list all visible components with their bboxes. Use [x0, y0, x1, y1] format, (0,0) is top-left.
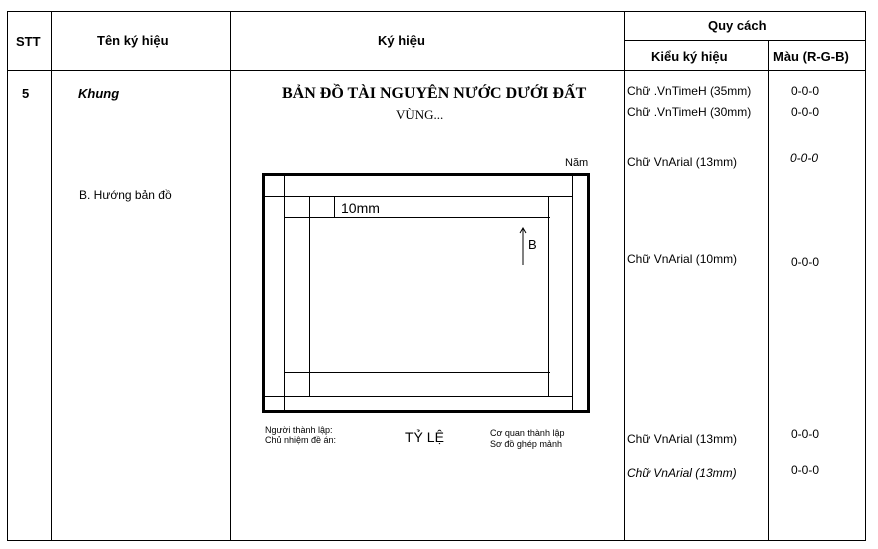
map-year: Năm	[565, 157, 589, 169]
spec-color-1: 0-0-0	[791, 84, 820, 98]
table-top-border	[7, 11, 865, 12]
spec-style-4: Chữ VnArial (10mm)	[627, 252, 738, 266]
spec-style-5: Chữ VnArial (13mm)	[627, 432, 738, 446]
map-title: BẢN ĐỒ TÀI NGUYÊN NƯỚC DƯỚI ĐẤT	[282, 85, 587, 102]
header-divider	[7, 70, 865, 71]
table-bottom-border	[7, 540, 865, 541]
header-quy-cach: Quy cách	[708, 18, 767, 33]
north-arrow-icon	[518, 226, 528, 266]
map-subtitle: VÙNG...	[396, 107, 444, 122]
inner-h-line-4	[265, 396, 573, 397]
inner-h-line-3	[284, 372, 550, 373]
map-outer-frame	[262, 173, 590, 413]
header-stt: STT	[16, 34, 41, 49]
inner-v-line-4	[572, 176, 573, 410]
inner-h-line-1	[265, 196, 573, 197]
left-footer-1: Người thành lập:	[265, 425, 333, 435]
spec-color-6: 0-0-0	[791, 463, 820, 477]
spec-style-6: Chữ VnArial (13mm)	[627, 466, 737, 480]
subheader-divider	[624, 40, 865, 41]
col-divider-4	[768, 40, 769, 541]
right-footer-2: Sơ đồ ghép mảnh	[490, 439, 562, 449]
row-subname: B. Hướng bản đồ	[79, 188, 172, 202]
spec-style-2: Chữ .VnTimeH (30mm)	[627, 105, 752, 119]
header-kieu-ky-hieu: Kiểu ký hiệu	[651, 49, 728, 64]
inner-v-line-1	[284, 176, 285, 410]
margin-label: 10mm	[341, 200, 380, 216]
dimension-marker	[334, 196, 335, 217]
row-name: Khung	[78, 86, 120, 101]
header-mau: Màu (R-G-B)	[773, 49, 849, 64]
header-ky-hieu: Ký hiệu	[378, 33, 425, 48]
spec-color-4: 0-0-0	[791, 255, 820, 269]
header-ten-ky-hieu: Tên ký hiệu	[97, 33, 169, 48]
scale-label: TỶ LỆ	[405, 429, 444, 445]
north-label: B	[528, 237, 537, 252]
col-divider-3	[624, 11, 625, 541]
row-stt: 5	[22, 86, 30, 101]
spec-color-2: 0-0-0	[791, 105, 820, 119]
inner-h-line-2	[284, 217, 550, 218]
right-footer-1: Cơ quan thành lập	[490, 428, 565, 438]
col-divider-2	[230, 11, 231, 541]
col-divider-1	[51, 11, 52, 541]
table-left-border	[7, 11, 8, 541]
table-right-border	[865, 11, 866, 541]
inner-v-line-3	[548, 196, 549, 396]
spec-style-1: Chữ .VnTimeH (35mm)	[627, 84, 752, 98]
left-footer-2: Chủ nhiệm đề án:	[265, 435, 337, 445]
spec-color-5: 0-0-0	[791, 427, 820, 441]
spec-color-3: 0-0-0	[790, 151, 819, 165]
inner-v-line-2	[309, 196, 310, 396]
spec-style-3: Chữ VnArial (13mm)	[627, 155, 738, 169]
